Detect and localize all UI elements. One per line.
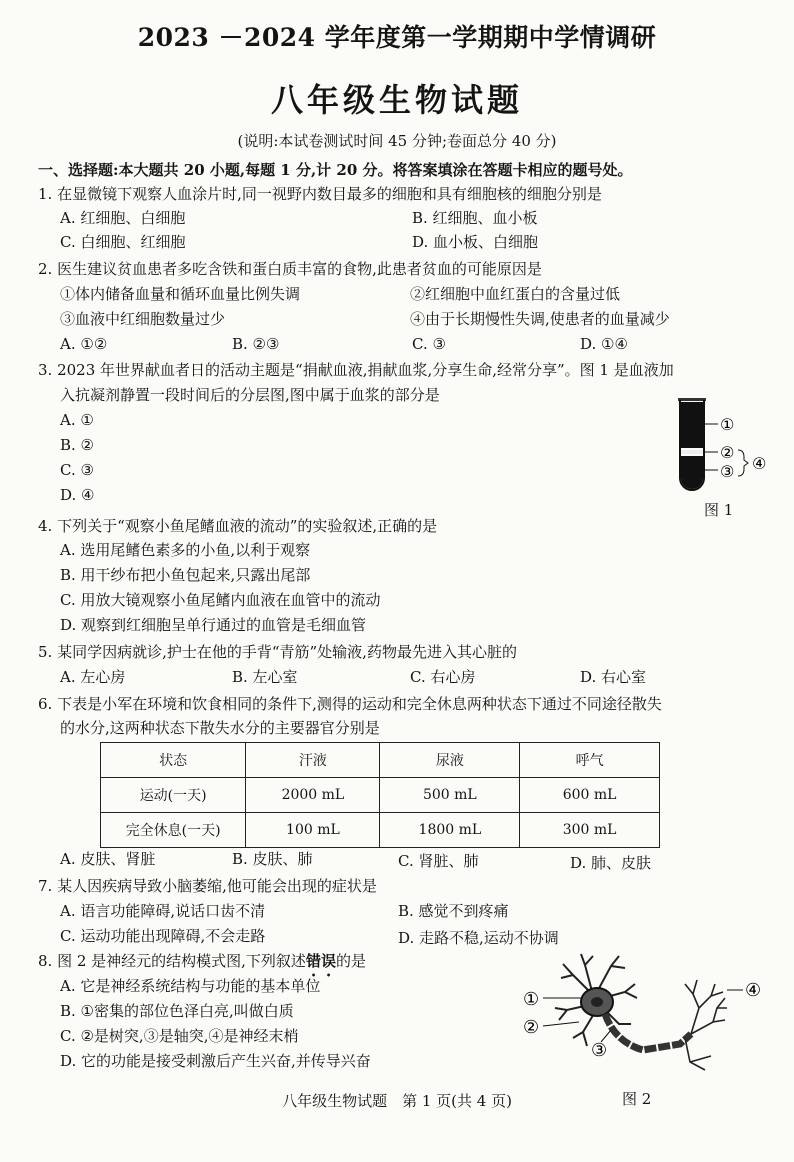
question-8-option-a: A. 它是神经系统结构与功能的基本单位 xyxy=(60,977,321,995)
table-header-cell: 呼气 xyxy=(520,743,660,778)
question-1-option-a: A. 红细胞、白细胞 xyxy=(60,209,186,227)
table-cell: 运动(一天) xyxy=(101,778,246,813)
question-8-option-c: C. ②是树突,③是轴突,④是神经末梢 xyxy=(60,1027,299,1045)
question-8-stem-end: 的是 xyxy=(335,952,366,970)
fig2-mark-2: ② xyxy=(523,1017,540,1038)
question-6-option-a: A. 皮肤、肾脏 xyxy=(60,850,156,868)
figure-2-caption: 图 2 xyxy=(622,1090,652,1108)
question-7-stem: 7. 某人因疾病导致小脑萎缩,他可能会出现的症状是 xyxy=(38,877,377,895)
question-4-option-b: B. 用干纱布把小鱼包起来,只露出尾部 xyxy=(60,566,311,584)
question-6-option-b: B. 皮肤、肺 xyxy=(232,850,313,868)
table-header-cell: 尿液 xyxy=(380,743,520,778)
question-7-option-a: A. 语言功能障碍,说话口齿不清 xyxy=(60,902,266,920)
question-5-option-b: B. 左心室 xyxy=(232,668,298,686)
question-5-stem: 5. 某同学因病就诊,护士在他的手背“青筋”处输液,药物最先进入其心脏的 xyxy=(38,643,517,661)
axon xyxy=(605,1014,691,1050)
table-header-cell: 状态 xyxy=(101,743,246,778)
question-2-statement-4: ④由于长期慢性失调,使患者的血量减少 xyxy=(410,310,670,328)
question-4-option-c: C. 用放大镜观察小鱼尾鳍内血液在血管中的流动 xyxy=(60,591,381,609)
question-2-stem: 2. 医生建议贫血患者多吃含铁和蛋白质丰富的食物,此患者贫血的可能原因是 xyxy=(38,260,542,278)
plasma-layer xyxy=(681,402,703,448)
question-6-stem-line-1: 6. 下表是小军在环境和饮食相同的条件下,测得的运动和完全休息两种状态下通过不同途径散失 xyxy=(38,695,662,713)
section-heading: 一、选择题:本大题共 20 小题,每题 1 分,计 20 分。将答案填涂在答题卡相应的题号处。 xyxy=(38,161,633,179)
white-cell-layer xyxy=(681,450,703,454)
question-2-statement-3: ③血液中红细胞数量过少 xyxy=(60,310,226,328)
question-8-emphasis-word: 错误 xyxy=(305,952,336,970)
fig1-mark-2: ② xyxy=(720,443,735,462)
exam-note: (说明:本试卷测试时间 45 分钟;卷面总分 40 分) xyxy=(237,132,557,150)
question-6-stem-line-2: 的水分,这两种状态下散失水分的主要器官分别是 xyxy=(60,719,380,737)
fig2-mark-3: ③ xyxy=(591,1040,608,1061)
question-7-option-d: D. 走路不稳,运动不协调 xyxy=(398,929,559,947)
question-1-option-c: C. 白细胞、红细胞 xyxy=(60,233,186,251)
question-6-option-d: D. 肺、皮肤 xyxy=(570,854,652,872)
red-cell-layer xyxy=(681,456,703,489)
question-3-option-c: C. ③ xyxy=(60,461,94,479)
question-3-stem-line-2: 入抗凝剂静置一段时间后的分层图,图中属于血浆的部分是 xyxy=(60,386,440,404)
question-3-option-b: B. ② xyxy=(60,436,95,454)
fig2-mark-4: ④ xyxy=(745,980,762,1001)
fig1-mark-3: ③ xyxy=(720,462,735,481)
table-cell: 300 mL xyxy=(520,813,660,848)
question-5-option-a: A. 左心房 xyxy=(60,668,126,686)
figure-2-neuron xyxy=(515,950,785,1085)
question-8-stem-start: 8. 图 2 是神经元的结构模式图,下列叙述 xyxy=(38,952,306,970)
table-cell: 100 mL xyxy=(246,813,380,848)
table-cell: 完全休息(一天) xyxy=(101,813,246,848)
question-4-option-a: A. 选用尾鳍色素多的小鱼,以利于观察 xyxy=(60,541,311,559)
question-2-option-d: D. ①④ xyxy=(580,335,628,353)
question-8-option-d: D. 它的功能是接受刺激后产生兴奋,并传导兴奋 xyxy=(60,1052,371,1070)
nucleus xyxy=(591,997,603,1007)
water-loss-table xyxy=(100,742,660,848)
question-1-stem: 1. 在显微镜下观察人血涂片时,同一视野内数目最多的细胞和具有细胞核的细胞分别是 xyxy=(38,185,602,203)
table-row xyxy=(101,778,660,813)
question-3-stem-line-1: 3. 2023 年世界献血者日的活动主题是“捐献血液,捐献血浆,分享生命,经常分享”。图 1 是血液加 xyxy=(38,361,674,379)
question-1-option-b: B. 红细胞、血小板 xyxy=(412,209,538,227)
table-header-row xyxy=(101,743,660,778)
fig2-mark-1: ① xyxy=(523,989,540,1010)
question-3-option-a: A. ① xyxy=(60,411,94,429)
fig1-mark-4: ④ xyxy=(752,454,767,473)
table-cell: 1800 mL xyxy=(380,813,520,848)
question-7-option-b: B. 感觉不到疼痛 xyxy=(398,902,509,920)
page-title: 八年级生物试题 xyxy=(270,81,523,119)
question-4-option-d: D. 观察到红细胞呈单行通过的血管是毛细血管 xyxy=(60,616,367,634)
question-2-option-a: A. ①② xyxy=(60,335,108,353)
table-cell: 500 mL xyxy=(380,778,520,813)
question-5-option-c: C. 右心房 xyxy=(410,668,476,686)
question-2-statement-2: ②红细胞中血红蛋白的含量过低 xyxy=(410,285,621,303)
question-8-option-b: B. ①密集的部位色泽白亮,叫做白质 xyxy=(60,1002,294,1020)
question-1-option-d: D. 血小板、白细胞 xyxy=(412,233,539,251)
table-row xyxy=(101,813,660,848)
question-2-option-b: B. ②③ xyxy=(232,335,280,353)
question-6-option-c: C. 肾脏、肺 xyxy=(398,852,479,870)
question-2-statement-1: ①体内储备血量和循环血量比例失调 xyxy=(60,285,301,303)
table-cell: 600 mL xyxy=(520,778,660,813)
exam-header-title: 2023 －2024 学年度第一学期期中学情调研 xyxy=(137,23,657,52)
question-5-option-d: D. 右心室 xyxy=(580,668,647,686)
table-header-cell: 汗液 xyxy=(246,743,380,778)
question-4-stem: 4. 下列关于“观察小鱼尾鳍血液的流动”的实验叙述,正确的是 xyxy=(38,517,438,535)
page-footer: 八年级生物试题 第 1 页(共 4 页) xyxy=(282,1092,512,1110)
question-3-option-d: D. ④ xyxy=(60,486,95,504)
fig1-mark-1: ① xyxy=(720,415,735,434)
question-2-option-c: C. ③ xyxy=(412,335,446,353)
table-cell: 2000 mL xyxy=(246,778,380,813)
figure-1-caption: 图 1 xyxy=(704,501,734,519)
question-7-option-c: C. 运动功能出现障碍,不会走路 xyxy=(60,927,266,945)
